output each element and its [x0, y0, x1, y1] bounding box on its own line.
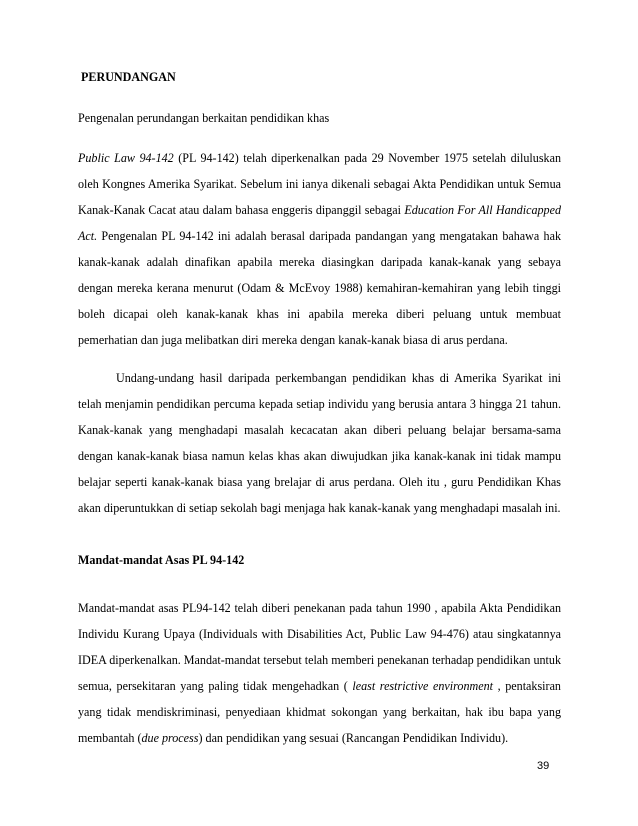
italic-public-law: Public Law 94-142	[78, 151, 174, 165]
page-number: 39	[537, 760, 550, 772]
para3-text-2: , pentaksiran yang tidak mendiskriminasi, penyediaan khidmat sokongan yang berkaitan, hak ibu bapa yang membantah (	[78, 679, 561, 745]
paragraph-public-law	[78, 145, 561, 353]
paragraph-undang-undang: Undang-undang hasil daripada perkembangan pendidikan khas di Amerika Syarikat ini telah menjamin pendidikan percuma kepada setiap individu yang berusia antara 3 hingga 21 tahun. Kanak-kanak yang menghadapi masalah kecacatan akan diberi peluang belajar bersama-sama dengan kanak-kanak biasa namun kelas khas akan diwujudkan jika kanak-kanak ini tidak mampu belajar seperti kanak-kanak biasa yang brelajar di arus perdana. Oleh itu , guru Pendidikan Khas akan diperuntukkan di setiap sekolah bagi menjaga hak kanak-kanak yang menghadapi masalah ini.	[78, 371, 561, 515]
para1-text-1: (PL 94-142) telah diperkenalkan pada 29 November 1975 setelah diluluskan oleh Kongnes Amerika Syarikat. Sebelum ini ianya dikenali sebagai Akta Pendidikan untuk Semua Kanak-Kanak Cacat atau dalam bahasa enggeris dipanggil sebagai	[78, 151, 562, 217]
page-content	[78, 64, 561, 751]
para1-text-2: Pengenalan PL 94-142 ini adalah berasal daripada pandangan yang mengatakan bahawa hak kanak-kanak adalah dinafikan apabila mereka diasingkan daripada kanak-kanak yang sebaya dengan mereka kerana menurut (Odam & McEvoy 1988) kemahiran-kemahiran yang lebih tinggi boleh dicapai oleh kanak-kanak khas ini apabila mereka diberi peluang untuk membuat pemerhatian dan juga melibatkan diri mereka dengan kanak-kanak biasa di arus perdana.	[78, 229, 561, 347]
italic-due-process: due process	[141, 731, 199, 745]
page-heading: PERUNDANGAN	[81, 70, 176, 84]
paragraph-mandat	[78, 595, 561, 751]
section-subheading: Pengenalan perundangan berkaitan pendidikan khas	[78, 111, 330, 125]
para3-text-3: ) dan pendidikan yang sesuai (Rancangan Pendidikan Individu).	[198, 731, 509, 745]
italic-least-restrictive: least restrictive environment	[352, 679, 493, 693]
para3-text-1: Mandat-mandat asas PL94-142 telah diberi penekanan pada tahun 1990 , apabila Akta Pendidikan Individu Kurang Upaya (Individuals with Disabilities Act, Public Law 94-476) atau singkatannya IDEA diperkenalkan. Mandat-mandat tersebut telah memberi penekanan terhadap pendidikan untuk semua, persekitaran yang paling tidak mengehadkan (	[78, 601, 561, 693]
italic-act-name: Education For All Handicapped Act.	[78, 203, 561, 243]
section-heading-mandat: Mandat-mandat Asas PL 94-142	[78, 553, 245, 567]
